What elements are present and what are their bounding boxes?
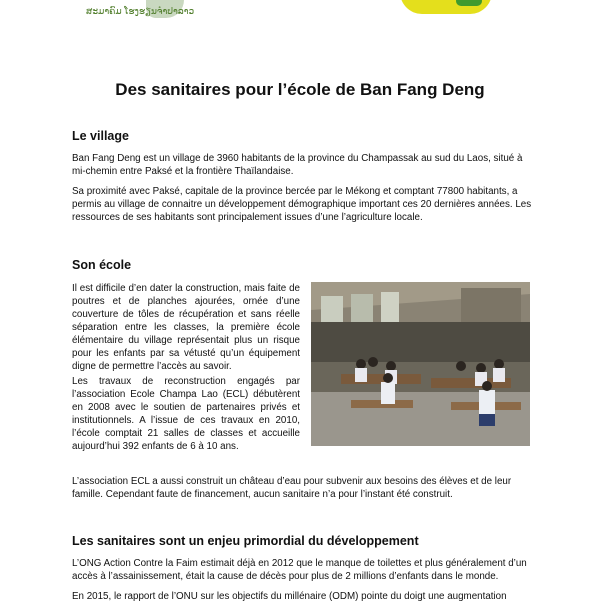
section-heading-village: Le village — [72, 129, 129, 143]
association-logo-right — [400, 0, 492, 14]
village-paragraph-1: Ban Fang Deng est un village de 3960 habitants de la province du Champassak au sud du Laos, situé à mi-chemin entre Paksé et la frontière Thaïlandaise. — [72, 153, 523, 177]
logo-left-text: ສະມາຄົມ ໂຮງຮຽນຈຳປາລາວ — [86, 6, 195, 16]
section-heading-school: Son école — [72, 258, 132, 272]
page-title: Des sanitaires pour l’école de Ban Fang Deng — [115, 80, 485, 99]
school-paragraph-2: Les travaux de reconstruction engagés par l’association Ecole Champa Lao (ECL) débutèrent en 2008 avec le soutien de partenaires privés et institutionnels. A l’issue de ces travaux en 2010, l’école comptait 21 salles de classes et accueille aujourd’hui 392 enfants de 6 à 10 ans. — [72, 376, 300, 452]
school-paragraph-3: L’association ECL a aussi construit un château d’eau pour subvenir aux besoins des élèves et de leur famille. Cependant faute de financement, aucun sanitaire n’a pour l’instant été construit. — [72, 476, 512, 500]
sanitation-paragraph-2: En 2015, le rapport de l’ONU sur les objectifs du millénaire (ODM) pointe du doigt une augmentation — [72, 591, 507, 602]
logo-right-mark — [456, 0, 482, 6]
sanitation-paragraph-1: L’ONG Action Contre la Faim estimait déjà en 2012 que le manque de toilettes et plus généralement d’un accès à l’assainissement, était la cause de décès pour plus de 2 millions d’enfants dans le monde. — [72, 558, 527, 582]
school-paragraph-1: Il est difficile d’en dater la construction, mais faite de poutres et de planches ajourées, ornée d’une couverture de tôles de récupération et sans réelle séparation entre les classes, la première école élémentaire du village représentait plus un risque pour les enfants par sa vétusté qu’un équipement digne de permettre l’accès au savoir. — [72, 283, 300, 372]
village-paragraph-2: Sa proximité avec Paksé, capitale de la province bercée par le Mékong et comptant 77800 habitants, a permis au village de connaitre un développement démographique important ces 20 dernières années. Les ressources de ses habitants sont principalement issues d’une l’agriculture locale. — [72, 186, 532, 223]
section-heading-sanitation: Les sanitaires sont un enjeu primordial du développement — [72, 534, 419, 548]
association-logo-left — [86, 0, 196, 22]
classroom-photo-drawing — [311, 282, 530, 446]
classroom-photo — [311, 282, 530, 446]
